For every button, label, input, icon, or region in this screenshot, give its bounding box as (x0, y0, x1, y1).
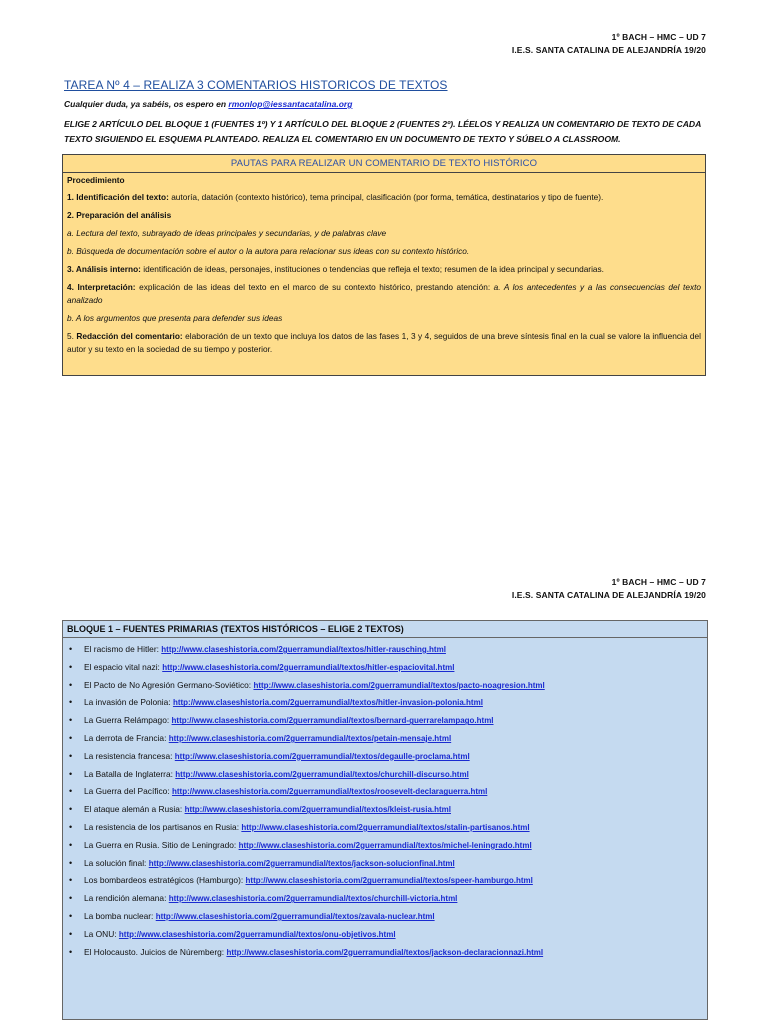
source-list (63, 638, 707, 961)
step-1-label: 1. Identificación del texto: (67, 192, 169, 202)
pautas-box (62, 154, 706, 376)
source-label: La Guerra Relámpago: (84, 715, 172, 726)
source-link[interactable]: http://www.claseshistoria.com/2guerramundial/textos/hitler-rausching.html (161, 645, 446, 654)
step-1 (67, 191, 701, 204)
source-label: La Batalla de Inglaterra: (84, 768, 176, 779)
source-list-item (63, 641, 707, 659)
bloque-1-title: BLOQUE 1 – FUENTES PRIMARIAS (TEXTOS HISTÓRICOS – ELIGE 2 TEXTOS) (63, 621, 707, 638)
step-5 (67, 330, 701, 356)
bullet-icon: • (69, 928, 73, 939)
step-5-text: elaboración de un texto que incluya los datos de las fases 1, 3 y 4, seguidos de una breve síntesis final en la cual se valore la influencia del autor y su texto en la sociedad de su tiempo y posterior. (67, 331, 701, 354)
source-label: El Pacto de No Agresión Germano-Soviético: (84, 679, 254, 690)
step-2 (67, 209, 701, 222)
document-page-2 (0, 560, 768, 1024)
contact-text: Cualquier duda, ya sabéis, os espero en (64, 99, 229, 109)
source-link[interactable]: http://www.claseshistoria.com/2guerramundial/textos/onu-objetivos.html (118, 929, 396, 939)
bullet-icon: • (69, 875, 73, 886)
source-label: La Guerra del Pacífico: (84, 786, 172, 797)
source-link[interactable]: http://www.claseshistoria.com/2guerramundial/textos/pacto-noagresion.html (253, 680, 545, 690)
source-label: La invasión de Polonia: (84, 697, 173, 708)
source-list-item (63, 694, 707, 712)
bullet-icon: • (69, 857, 73, 868)
pautas-body (63, 173, 705, 356)
source-list-item (63, 890, 707, 908)
task-title: TAREA Nº 4 – REALIZA 3 COMENTARIOS HISTORICOS DE TEXTOS (64, 78, 448, 92)
source-link[interactable]: http://www.claseshistoria.com/2guerramundial/textos/churchill-discurso.html (175, 769, 469, 779)
source-list-item (63, 926, 707, 944)
source-label: La derrota de Francia: (84, 732, 169, 743)
bloque-1-box (62, 620, 708, 1020)
source-list-item (63, 944, 707, 962)
source-list-item (63, 908, 707, 926)
source-list-item (63, 837, 707, 855)
source-label: El espacio vital nazi: (84, 661, 163, 672)
bullet-icon: • (69, 679, 73, 690)
bullet-icon: • (69, 910, 73, 921)
step-4-italic: a. A los antecedentes y a las consecuencias del texto analizado (67, 282, 702, 305)
bullet-icon: • (69, 893, 73, 904)
source-link[interactable]: http://www.claseshistoria.com/2guerramundial/textos/kleist-rusia.html (184, 805, 451, 815)
source-label: La solución final: (84, 857, 149, 868)
bullet-icon: • (69, 661, 73, 672)
source-link[interactable]: http://www.claseshistoria.com/2guerramundial/textos/degaulle-proclama.html (174, 751, 470, 761)
source-list-item (63, 712, 707, 730)
source-link[interactable]: http://www.claseshistoria.com/2guerramundial/textos/jackson-declaracionnazi.html (226, 947, 544, 957)
bullet-icon: • (69, 715, 73, 726)
source-list-item (63, 677, 707, 695)
source-link[interactable]: http://www.claseshistoria.com/2guerramundial/textos/roosevelt-declaraguerra.html (171, 787, 488, 797)
source-link[interactable]: http://www.claseshistoria.com/2guerramundial/textos/michel-leningrado.html (238, 840, 532, 850)
source-link[interactable]: http://www.claseshistoria.com/2guerramundial/textos/hitler-espaciovital.html (162, 662, 455, 672)
step-3-label: 3. Análisis interno: (67, 264, 141, 274)
bullet-icon: • (69, 839, 73, 850)
source-label: Los bombardeos estratégicos (Hamburgo): (84, 875, 246, 886)
procedure-heading: Procedimiento (67, 175, 125, 185)
source-label: La rendición alemana: (84, 893, 169, 904)
source-list-item (63, 783, 707, 801)
source-link[interactable]: http://www.claseshistoria.com/2guerramundial/textos/hitler-invasion-polonia.html (172, 698, 483, 708)
source-link[interactable]: http://www.claseshistoria.com/2guerramundial/textos/stalin-partisanos.html (241, 822, 530, 832)
source-link[interactable]: http://www.claseshistoria.com/2guerramundial/textos/zavala-nuclear.html (155, 911, 435, 921)
source-link[interactable]: http://www.claseshistoria.com/2guerramundial/textos/churchill-victoria.html (168, 894, 458, 904)
header-school: I.E.S. SANTA CATALINA DE ALEJANDRÍA 19/20 (511, 590, 706, 600)
bullet-icon: • (69, 732, 73, 743)
bullet-icon: • (69, 768, 73, 779)
source-label: La bomba nuclear: (84, 910, 156, 921)
step-1-text: autoría, datación (contexto histórico), tema principal, clasificación (por forma, temática, destinatarios y tipo de fuente). (168, 192, 604, 202)
step-4-text: explicación de las ideas del texto en el marco de su contexto histórico, prestando atención: (135, 282, 494, 292)
step-2-label: 2. Preparación del análisis (67, 210, 172, 220)
step-4b: b. A los argumentos que presenta para defender sus ideas (67, 313, 283, 323)
step-4-label: 4. Interpretación: (67, 282, 136, 292)
source-list-item (63, 766, 707, 784)
source-list-item (63, 801, 707, 819)
contact-email-link[interactable]: rmonlop@iessantacatalina.org (228, 99, 353, 109)
step-2b: b. Búsqueda de documentación sobre el autor o la autora para relacionar sus ideas con su contexto histórico. (67, 246, 470, 256)
source-link[interactable]: http://www.claseshistoria.com/2guerramundial/textos/bernard-guerrarelampago.html (171, 716, 494, 726)
page-header (512, 576, 706, 602)
source-list-item (63, 659, 707, 677)
step-2a: a. Lectura del texto, subrayado de ideas principales y secundarias, y de palabras clave (67, 228, 387, 238)
bullet-icon: • (69, 786, 73, 797)
source-label: La resistencia francesa: (84, 750, 175, 761)
bullet-icon: • (69, 750, 73, 761)
source-list-item (63, 819, 707, 837)
header-course: 1º BACH – HMC – UD 7 (611, 32, 706, 42)
step-5-num: 5. (67, 331, 77, 341)
source-list-item (63, 748, 707, 766)
bullet-icon: • (69, 821, 73, 832)
source-label: La ONU: (84, 928, 119, 939)
source-link[interactable]: http://www.claseshistoria.com/2guerramundial/textos/petain-mensaje.html (168, 733, 452, 743)
source-list-item (63, 855, 707, 873)
header-course: 1º BACH – HMC – UD 7 (611, 577, 706, 587)
source-label: El racismo de Hitler: (84, 644, 162, 654)
bullet-icon: • (69, 946, 73, 957)
source-label: La Guerra en Rusia. Sitio de Leningrado: (84, 839, 239, 850)
source-label: La resistencia de los partisanos en Rusia: (84, 821, 242, 832)
source-label: El Holocausto. Juicios de Núremberg: (84, 946, 227, 957)
page-header (512, 31, 706, 57)
step-3 (67, 263, 701, 276)
source-link[interactable]: http://www.claseshistoria.com/2guerramundial/textos/speer-hamburgo.html (245, 876, 533, 886)
task-instructions: ELIGE 2 ARTÍCULO DEL BLOQUE 1 (FUENTES 1º) Y 1 ARTÍCULO DEL BLOQUE 2 (FUENTES 2º). LÉELOS Y REALIZA UN COMENTARIO DE TEXTO DE CADA TEXTO SIGUIENDO EL ESQUEMA PLANTEADO. REALIZA EL COMENTARIO EN UN DOCUMENTO DE TEXTO Y SÚBELO A CLASSROOM. (64, 119, 702, 144)
source-label: El ataque alemán a Rusia: (84, 804, 185, 815)
bullet-icon: • (69, 697, 73, 708)
contact-line (64, 99, 352, 109)
pautas-title: PAUTAS PARA REALIZAR UN COMENTARIO DE TEXTO HISTÓRICO (63, 155, 705, 173)
header-school: I.E.S. SANTA CATALINA DE ALEJANDRÍA 19/20 (511, 45, 706, 55)
step-4 (67, 281, 701, 307)
step-3-text: identificación de ideas, personajes, instituciones o tendencias que refleja el texto; resumen de la idea principal y secundarias. (140, 264, 604, 274)
step-5-label: Redacción del comentario: (76, 331, 183, 341)
source-list-item (63, 872, 707, 890)
bullet-icon: • (69, 804, 73, 815)
bullet-icon: • (69, 644, 73, 654)
source-list-item (63, 730, 707, 748)
source-link[interactable]: http://www.claseshistoria.com/2guerramundial/textos/jackson-solucionfinal.html (148, 858, 455, 868)
